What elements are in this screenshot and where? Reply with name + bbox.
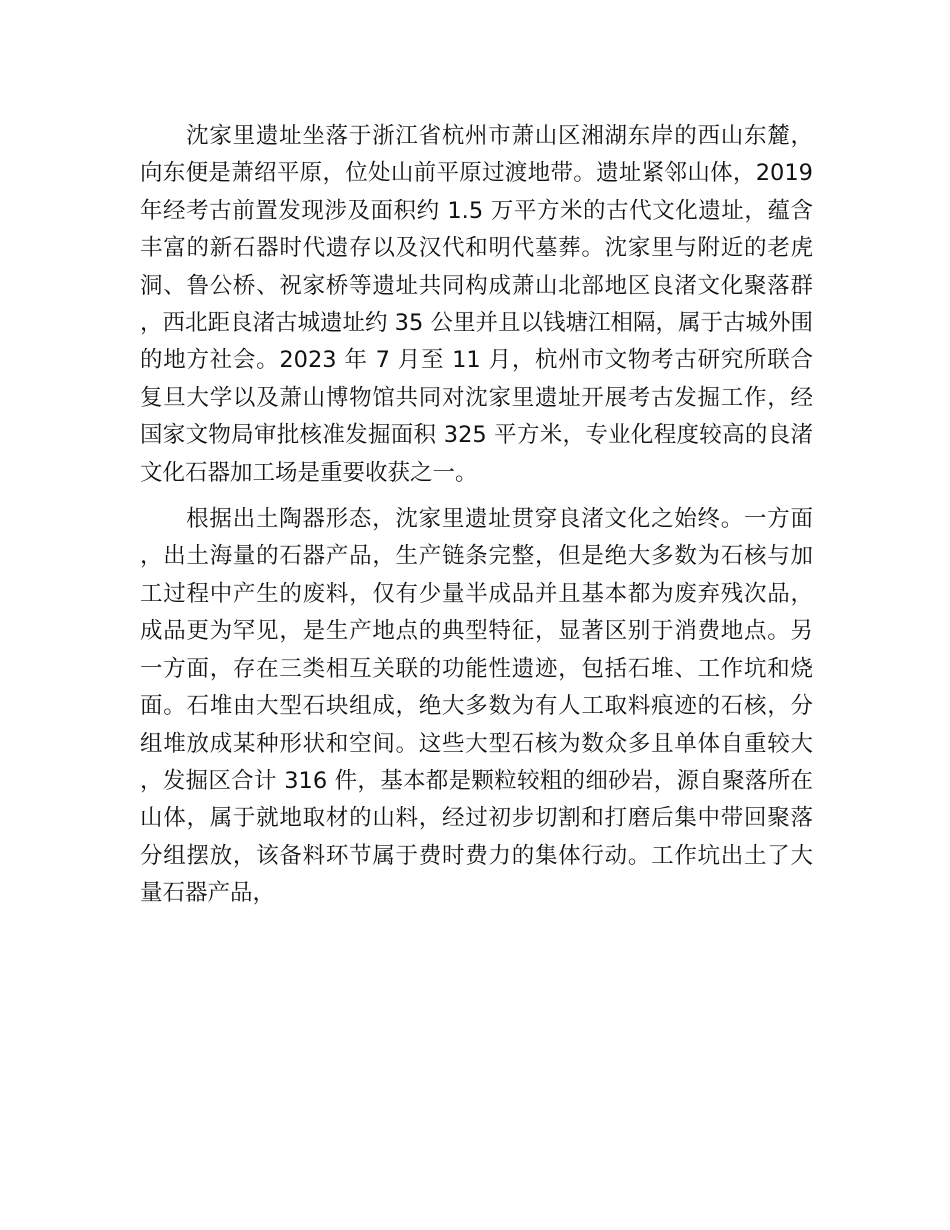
- paragraph-stone-workshop: 根据出土陶器形态，沈家里遗址贯穿良渚文化之始终。一方面，出土海量的石器产品，生产链条完整，但是绝大多数为石核与加工过程中产生的废料，仅有少量半成品并且基本都为废弃残次品，成品更为罕见，是生产地点的典型特征，显著区别于消费地点。另一方面，存在三类相互关联的功能性遗迹，包括石堆、工作坑和烧面。石堆由大型石块组成，绝大多数为有人工取料痕迹的石核，分组堆放成某种形状和空间。这些大型石核为数众多且单体自重较大，发掘区合计 316 件，基本都是颗粒较粗的细砂岩，源自聚落所在山体，属于就地取材的山料，经过初步切割和打磨后集中带回聚落分组摆放，该备料环节属于费时费力的集体行动。工作坑出土了大量石器产品，: [140, 506, 813, 907]
- document-page: [140, 118, 813, 913]
- paragraph-site-overview: 沈家里遗址坐落于浙江省杭州市萧山区湘湖东岸的西山东麓，向东便是萧绍平原，位处山前平原过渡地带。遗址紧邻山体，2019 年经考古前置发现涉及面积约 1.5 万平方米的古代文化遗址，蕴含丰富的新石器时代遗存以及汉代和明代墓葬。沈家里与附近的老虎洞、鲁公桥、祝家桥等遗址共同构成萧山北部地区良渚文化聚落群，西北距良渚古城遗址约 35 公里并且以钱塘江相隔，属于古城外围的地方社会。2023 年 7 月至 11 月，杭州市文物考古研究所联合复旦大学以及萧山博物馆共同对沈家里遗址开展考古发掘工作，经国家文物局审批核准发掘面积 325 平方米，专业化程度较高的良渚文化石器加工场是重要收获之一。: [140, 123, 813, 486]
